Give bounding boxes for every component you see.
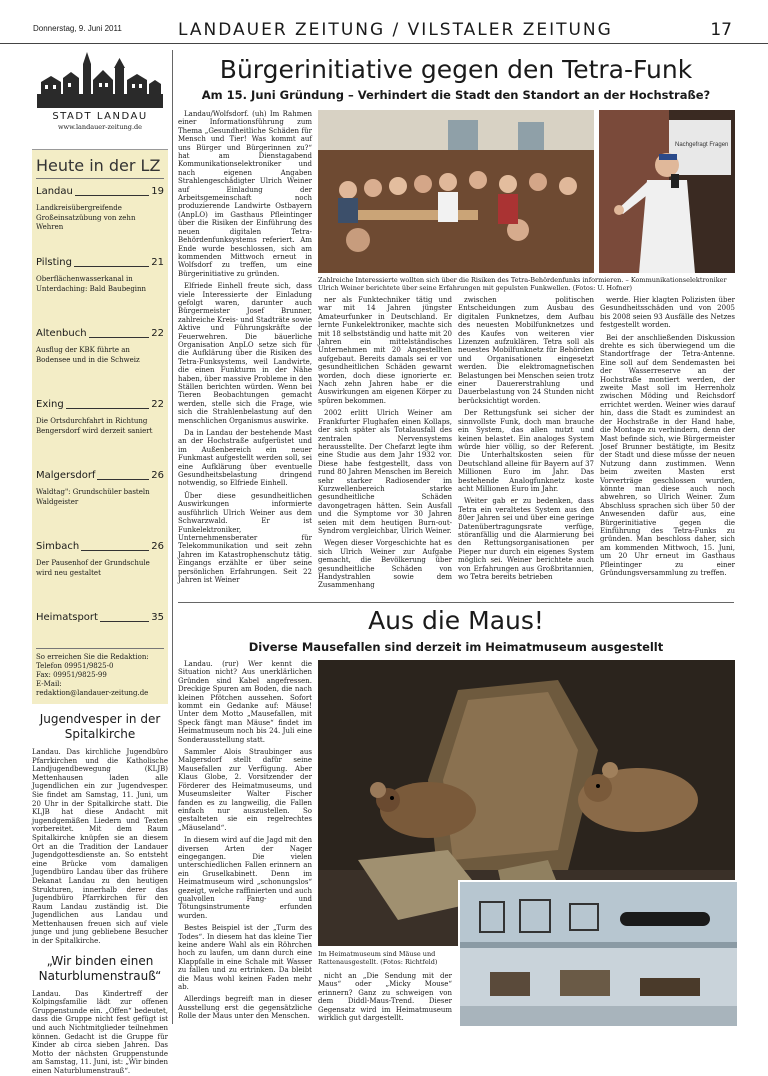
heute-item-desc: Ausflug der KBK führte an Bodensee und in die Schweiz (36, 346, 140, 364)
paragraph: ner als Funktechniker tätig und war mit 14 Jahren jüngster Amateurfunker in Deutschland. Er lernte Funkelektroniker, machte sich mit 18 selbstständig und hatte mit 20 Jahren ein mittelständisches Unternehmen mit 20 Angestellten aufgebaut. Bereits damals sei er vor gesundheitlichen Schäden gewarnt worden, doch diese ignorierte er. Nach zehn Jahren habe er die Auswirkungen am eigenen Körper zu spüren bekommen. (318, 296, 452, 405)
article1-headline: Bürgerinitiative gegen den Tetra-Funk (219, 55, 693, 84)
paragraph: Bei der anschließenden Diskussion drehte es sich überwiegend um die Standortfrage der Tetra-Antenne. Eine soll auf dem Sendemasten bei der Wasserreserve an der Hochstraße montiert werden, der zweite Mast soll im Herrenholz zwischen Möding und Reichsdorf errichtet werden. Weiner wies darauf hin, dass die Stadt es zumindest an der Hochstraße in der Hand habe, die Montage zu verhindern, denn der Mast befinde sich, wie Bürgermeister Josef Brunner bestätigte, im Besitz der Stadt und diese müsse der neuen Nutzung dann zustimmen. Wenn beim zweiten Masten erst Vorverträge geschlossen wurden, könnte man diese auch noch abwehren, so Ulrich Weiner. Zum Abschluss sprachen sich über 50 der Anwesenden dafür aus, eine Bürgerinitiative gegen die Einführung des Tetra-Funks zu gründen. Man beschloss daher, sich am kommenden Mittwoch, 15. Juni, um 20 Uhr erneut im Gasthaus Pfleintinger zu einer Gründungsversammlung zu treffen. (600, 333, 735, 577)
paragraph: Da in Landau der bestehende Mast an der Hochstraße aufgerüstet und im Außenbereich ein neuer Funkmast aufgestellt werden soll, sei eine Aufklärung über eventuelle Gesundheitsbelastung dringend notwendig, so Elfriede Einhell. (178, 429, 312, 488)
paragraph: Der Rettungsfunk sei sicher der sinnvollste Funk, doch man brauche ein System, das allen nutzt und keinen belastet. Ein analoges System würde hier völlig, so der Referent. Die Unterhaltskosten seien für Deutschland alleine für Bayern auf 37 Millionen Euro im Jahr. Das bestehende Analogfunknetz koste acht Millionen Euro im Jahr. (458, 409, 594, 493)
paragraph: Wegen dieser Vorgeschichte hat es sich Ulrich Weiner zur Aufgabe gemacht, die Bevölkerung über gesundheitliche Schäden von Handystrahlen sowie dem Zusammenhang (318, 539, 452, 590)
heute-item-name: Simbach (36, 541, 80, 552)
article1-column-2 (318, 296, 452, 598)
contact-info (36, 648, 164, 698)
newspaper-title: LANDAUER ZEITUNG / VILSTALER ZEITUNG (178, 20, 613, 40)
paragraph: Elfriede Einhell freute sich, dass viele Interessierte der Einladung gefolgt waren, darunter auch Bürgermeister Josef Brunner, zahlreiche Kreis- und Stadträte sowie Aktive und Führungskräfte der Feuerwehren. Die bäuerliche Organisation AnpLO setze sich für die Aufklärung über die Risiken des Tetra-Funksystems, weil Landwirte, die einen Funkturm in der Nähe haben, über massive Probleme in den Ställen berichten würden. Wenn bei Tieren Beobachtungen gemacht werden, stelle sich die Frage, wie sich die Strahlenbelastung auf den menschlichen Organismus auswirke. (178, 282, 312, 425)
heute-item-leader (100, 611, 149, 622)
paragraph: Allerdings begreift man in dieser Ausstellung erst die gegensätzliche Rolle der Maus unter den Menschen. (178, 995, 312, 1021)
heute-item[interactable] (36, 327, 164, 398)
contact-line: So erreichen Sie die Redaktion: (36, 653, 149, 661)
heute-item-page: 35 (151, 612, 164, 623)
heute-item-desc: Waldtag": Grundschüler basteln Waldgeister (36, 488, 150, 506)
article2-subhead: Diverse Mausefallen sind derzeit im Heimatmuseum ausgestellt (248, 640, 664, 654)
heute-item-name: Malgersdorf (36, 470, 96, 481)
heute-item-name: Pilsting (36, 257, 72, 268)
logo-url: www.landauer-zeitung.de (57, 123, 143, 131)
heute-item-row (36, 185, 164, 199)
heute-item-leader (97, 469, 149, 480)
heute-item-row (36, 540, 164, 554)
heute-item-name: Landau (36, 186, 73, 197)
column-divider (172, 50, 173, 1024)
heute-item-row (36, 611, 164, 625)
article2-headline: Aus die Maus! (178, 602, 734, 637)
article2-photo-caption: Im Heimatmuseum sind Mäuse und Rattenausgestellt. (Fotos: Richtfeld) (318, 950, 438, 966)
paragraph: In diesem wird auf die Jagd mit den diversen Arten der Nager eingegangen. Die vielen unterschiedlichen Fallen erinnern an ein Gruselkabinett. Denn im Heimatmuseum wird „schonungslos“ gezeigt, welche raffinierten und auch qualvollen Fang- und Tötungsinstrumente erfunden wurden. (178, 836, 312, 920)
city-skyline-icon (37, 50, 163, 108)
heute-item[interactable] (36, 256, 164, 327)
heute-item-leader (74, 256, 149, 267)
heute-in-der-lz-box (32, 149, 168, 704)
article1-column-1 (178, 110, 312, 598)
heute-item-desc: Landkreisübergreifende Großeinsatzübung von zehn Wehren (36, 204, 136, 231)
heute-heading: Heute in der LZ (36, 156, 164, 179)
heute-item-page: 22 (151, 399, 164, 410)
heute-item-name: Heimatsport (36, 612, 98, 623)
side-article-body: Landau. Das Kindertreff der Kolpingsfamilie lädt zur offenen Gruppenstunde ein. „Offen“ bedeutet, dass die Gruppe nicht fest gefügt ist und auch Nichtmitglieder teilnehmen können. Gedacht ist die Gruppe für Kinder ab circa sieben Jahren. Das Motto der nächsten Gruppenstunde am Samstag, 11. Juni, ist: „Wir binden einen Naturblumenstrauß“. (32, 989, 168, 1075)
contact-fax: Fax: 09951/9825-99 (36, 671, 107, 679)
side-article-naturblumenstrauss (32, 954, 168, 1076)
heute-item-desc: Die Ortsdurchfahrt in Richtung Bengersdorf wird derzeit saniert (36, 417, 153, 435)
heute-item[interactable] (36, 398, 164, 469)
heute-item-page: 21 (151, 257, 164, 268)
heute-item-page: 19 (151, 186, 164, 197)
paragraph: Bestes Beispiel ist der „Turm des Todes“. In diesem hat das kleine Tier keine andere Wahl als ein Röhrchen hoch zu laufen, um dann durch eine Klappfalle in eine Schale mit Wasser zu fallen und zu ertrinken. Da bleibt die Maus wohl keinen Faden mehr ab. (178, 924, 312, 992)
logo-name: STADT LANDAU (52, 111, 148, 122)
paragraph: Sammler Alois Straubinger aus Malgersdorf stellt dafür seine Mausefallen zur Verfügung. Aber Klaus Globe, 2. Vorsitzender der Förderer des Heimatmuseums, und Museumsleiter Walter Fischer fanden es zu langweilig, die Fallen einfach nur auszustellen. So gestalteten sie ein regelrechtes „Mäuseland“. (178, 748, 312, 832)
heute-item-row (36, 469, 164, 483)
paragraph: Landau/Wolfsdorf. (uh) Im Rahmen einer Informationsführung zum Thema „Gesundheitliche Schäden für Mensch und Tier! Was kommt auf uns Bürger und Bürgerinnen zu?“ hat am Dienstagabend Kommunikationselektroniker und nach eigenen Angaben Strahlengeschädigter Ulrich Weiner auf Einladung der Arbeitsgemeinschaft noch produzierende Landwirte Ostbayern (AnpLO) im Gasthaus Pfleintinger über die Risiken der Einführung des neuen digitalen Tetra-Behördenfunksystems referiert. Am Ende wurde beschlossen, sich am kommenden Mittwoch erneut in Wolfsdorf zu treffen, um eine Bürgerinitiative zu gründen. (178, 110, 312, 278)
heute-item-desc: Der Pausenhof der Grundschule wird neu gestaltet (36, 559, 150, 577)
heute-item[interactable] (36, 185, 164, 256)
speaker-photo (599, 110, 735, 273)
sidebar (32, 50, 168, 1075)
heute-item-row (36, 256, 164, 270)
photo-banner-text: Nachgefragt Fragen (675, 142, 729, 148)
heute-list (36, 185, 164, 644)
side-article-title: Jugendvesper in der Spitalkirche (39, 712, 161, 741)
paragraph: Über diese gesundheitlichen Auswirkungen informierte ausführlich Ulrich Weiner aus dem Schwarzwald. Er ist Funkelektroniker, Unternehmensberater für Telekommunikation und seit zehn Jahren im Katastrophenschutz tätig. Eingangs erzählte er über seine persönlichen Erfahrungen. Seit 22 Jahren ist Weiner (178, 491, 312, 584)
heute-item-row (36, 398, 164, 412)
heute-item-row (36, 327, 164, 341)
heute-item-leader (89, 327, 150, 338)
article2-column-2-text: nicht an „Die Sendung mit der Maus“ oder „Micky Mouse“ erinnern? Ganz zu schweigen von dem Diddl-Maus-Trend. Dieser Gegensatz wird im Heimatmuseum wirklich gut dargestellt. (318, 972, 452, 1023)
heute-item[interactable] (36, 469, 164, 540)
contact-email-label: E-Mail: (36, 680, 62, 688)
paragraph: zwischen politischen Entscheidungen zum Ausbau des digitalen Funknetzes, dem Aufbau des neuesten Mobilfunknetzes und des Kaufes von weiteren vier Lizenzen aufzuklären. Tetra soll als neuestes Mobilfunknetz für Behörden und Organisationen eingesetzt werden. Die elektromagnetischen Belastungen bei Menschen seien trotz einer Dauererstrahlung und Dauerbelastung von 24 Stunden nicht berücksichtigt worden. (458, 296, 595, 405)
article2-column-2 (318, 972, 452, 1024)
heute-item[interactable] (36, 611, 164, 644)
page-number: 17 (710, 20, 732, 40)
heute-item[interactable] (36, 540, 164, 611)
article2-column-1 (178, 660, 312, 1024)
heute-item-desc (36, 630, 164, 644)
paragraph: Landau. (rur) Wer kennt die Situation nicht? Aus unerklärlichen Gründen sind Kabel angefressen. Dreckige Spuren am Boden, die nach kleinen Pfötchen aussehen. Sofort kommt ein Gedanke auf: Mäuse! Unter dem Motto „Mausefallen, mit Speck fängt man Mäuse“ findet im Heimatmuseum noch bis 24. Juli eine Sonderausstellung statt. (178, 660, 312, 744)
side-article-jugendvesper (32, 712, 168, 946)
paragraph: werde. Hier klagten Polizisten über Gesundheitsschäden und von 2005 bis 2008 seien 93 Ausfälle des Netzes festgestellt worden. (600, 296, 735, 330)
paragraph: Weiter gab er zu bedenken, dass Tetra ein veraltetes System aus den 80er Jahren sei und über eine geringe Datenübertragungsrate verfüge, störanfällig und die Alarmierung bei den Rettungsorganisationen per Pieper nur durch ein eigenes System möglich sei. Weiner berichtete auch von Erfahrungen aus Großbritannien, wo Tetra bereits betrieben (458, 497, 594, 581)
masthead (0, 0, 768, 44)
article1-subhead: Am 15. Juni Gründung – Verhindert die Stadt den Standort an der Hochstraße? (201, 88, 711, 102)
contact-phone: Telefon 09951/9825-0 (36, 662, 114, 670)
heute-item-page: 22 (151, 328, 164, 339)
city-logo (32, 50, 168, 145)
side-article-body: Landau. Das kirchliche Jugendbüro Pfarrkirchen und die Katholische Landjugendbewegung (KLJB) Mettenhausen laden alle Jugendlichen ein zur Jugendvesper. Sie findet am Samstag, 11. Juni, um 20 Uhr in der Spitalkirche statt. Die KLJB hat diese Andacht mit jugendgemäßen Liedern und Texten vorbereitet. Mit dem Raum Spitalkirche knüpfen sie an diesem Ort an die Tradition der Landauer Jugendgottesdienste an. So entsteht eine Brücke vom damaligen Jugendbüro Landau über das frühere Dekanat Landau zu den heutigen Strukturen, innerhalb derer das Jugendbüro Pfarrkirchen für den Raum Landau zuständig ist. Die Jugendlichen aus Landau und Mettenhausen freuen sich auf viele junge und jung gebliebene Besucher in der Spitalkirche. (32, 748, 168, 946)
heute-item-page: 26 (151, 541, 164, 552)
article1-photo-caption: Zahlreiche Interessierte wollten sich über die Risiken des Tetra-Behördenfunks informieren. – Kommunikationselektroniker Ulrich Weiner berichtete über seine Erfahrungen mit gepulsten Funkwellen. (Fotos: U. Hofner) (318, 276, 727, 292)
issue-date: Donnerstag, 9. Juni 2011 (33, 24, 122, 33)
article1-column-4 (600, 296, 735, 598)
contact-email: redaktion@landauer-zeitung.de (36, 689, 149, 697)
heute-item-leader (81, 540, 149, 551)
heute-item-page: 26 (151, 470, 164, 481)
meeting-audience-photo (318, 110, 594, 273)
side-article-title: „Wir binden einen Naturblumenstrauß“ (38, 953, 162, 983)
paragraph: 2002 erlitt Ulrich Weiner am Frankfurter Flughafen einen Kollaps, der sich später als Totalausfall des zentralen Nervensystems herausstellte. Der Chefarzt legte ihm eine Studie aus dem Jahr 1932 vor. Diese habe festgestellt, dass von rund 80 Jahren Menschen im Bereich sehr starker Radiosender im Kurzwellenbereich starke gesundheitliche Schäden davongetragen hätten. Sein Ausfall und die Symptome vor 30 Jahren seien mit dem heutigen Burn-out-Syndrom vergleichbar, Ulrich Weiner. (318, 409, 452, 535)
mousetrap-display-photo (458, 880, 735, 1024)
heute-item-desc: Oberflächenwasserkanal in Unterdaching: Bald Baubeginn (36, 275, 147, 293)
heute-item-leader (75, 185, 149, 196)
article1-column-3 (458, 296, 594, 598)
heute-item-leader (66, 398, 150, 409)
heute-item-name: Altenbuch (36, 328, 87, 339)
heute-item-name: Exing (36, 399, 64, 410)
